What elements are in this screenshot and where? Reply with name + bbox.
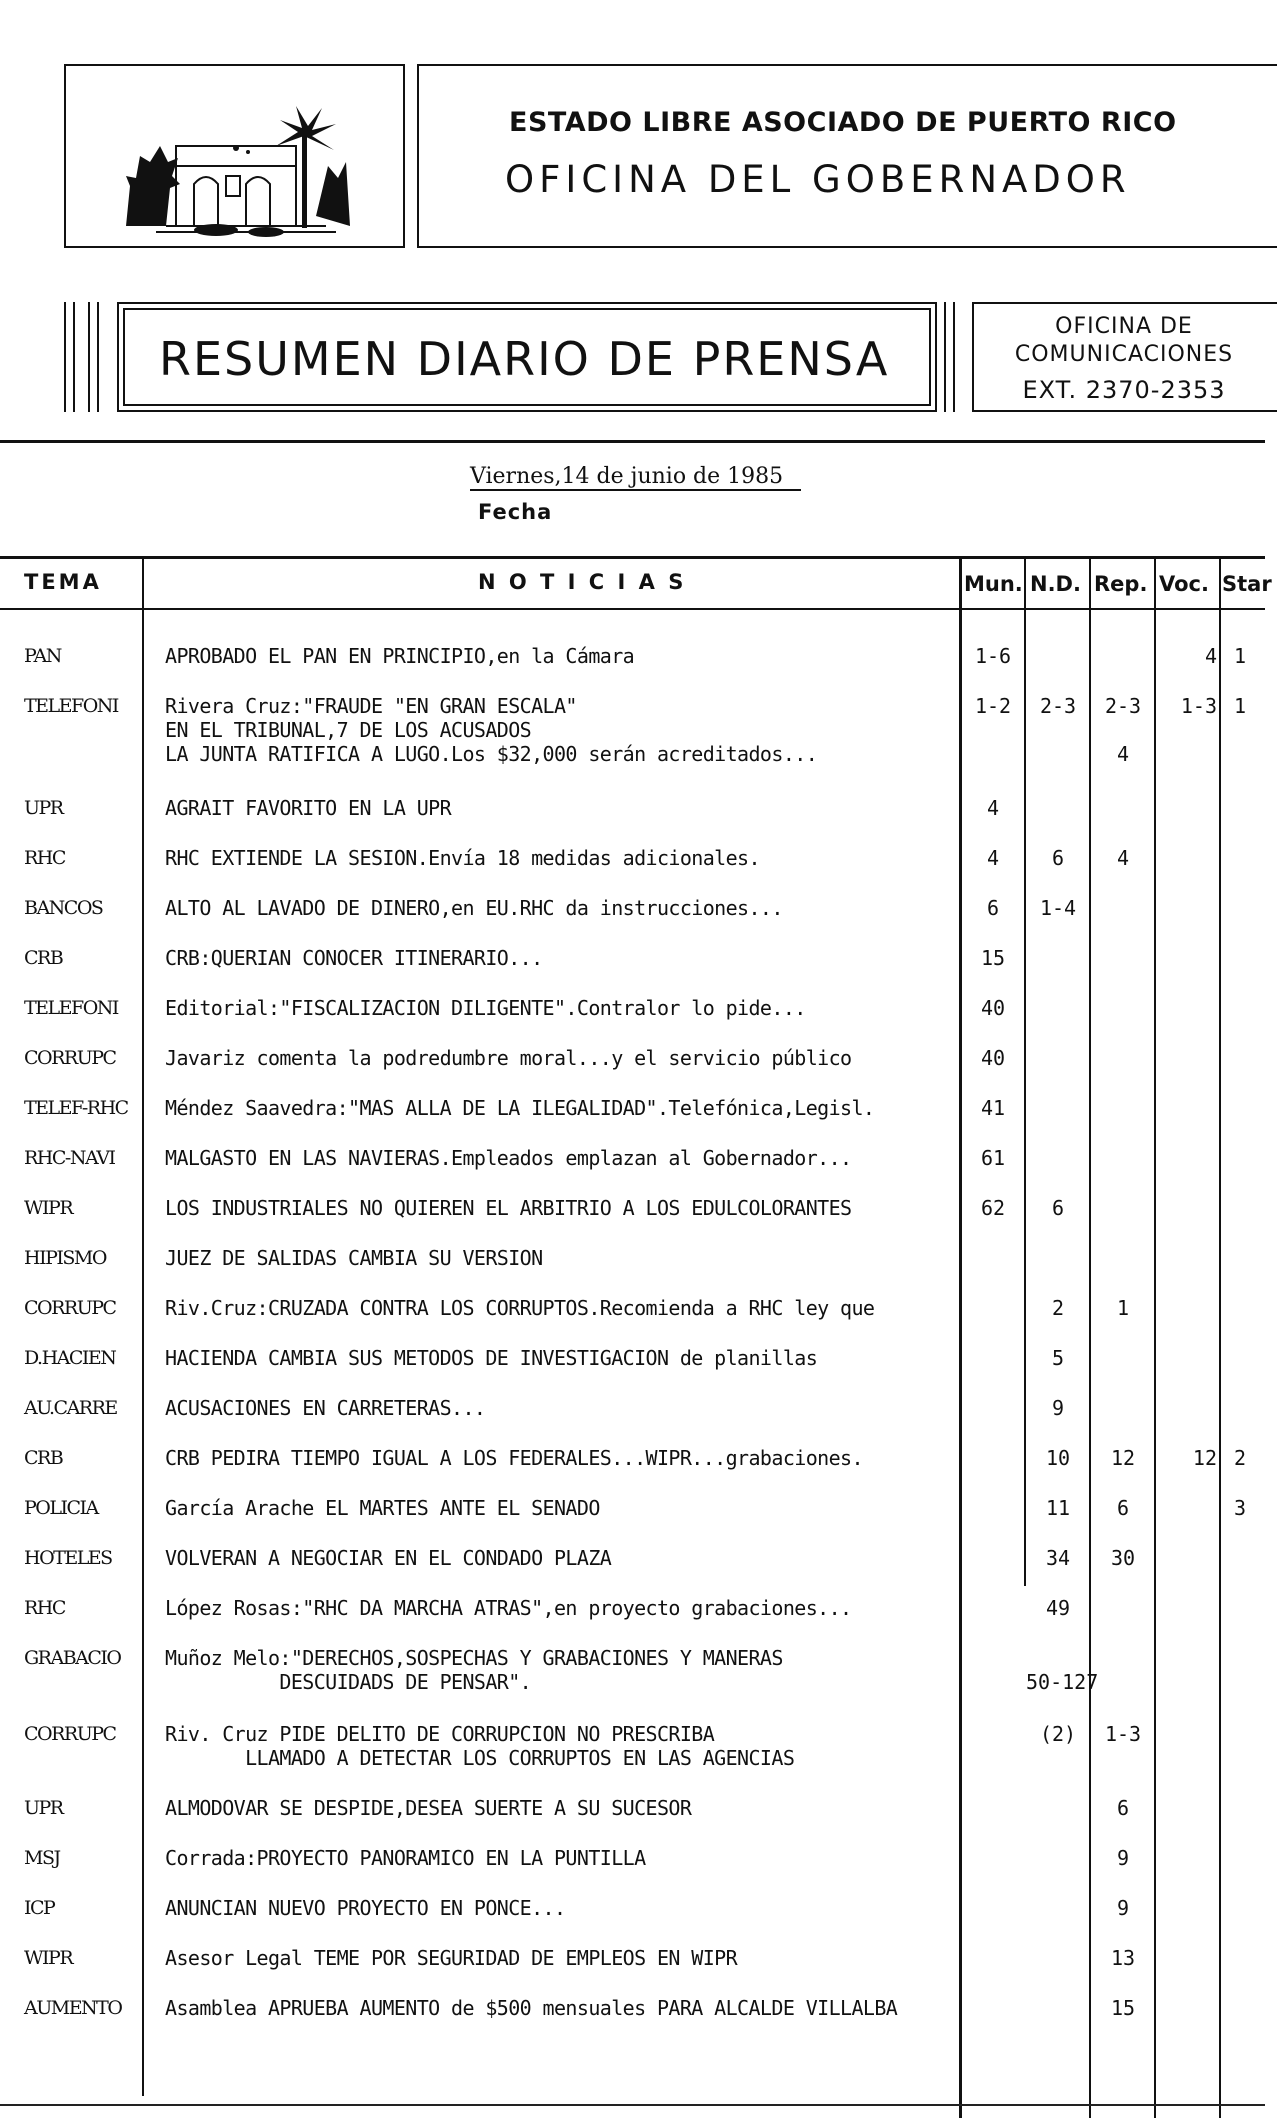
header-star: Star	[1222, 572, 1272, 596]
news-table	[0, 556, 1272, 2118]
column-divider-nd	[1089, 556, 1091, 2118]
row-rep: 9	[1116, 1846, 1130, 1870]
row-tema: CRB	[24, 947, 63, 969]
row-tema: CORRUPC	[24, 1297, 116, 1319]
row-news: Rivera Cruz:"FRAUDE "EN GRAN ESCALA" EN EL TRIBUNAL,7 DE LOS ACUSADOS	[165, 694, 577, 742]
row-tema: AUMENTO	[24, 1997, 122, 2019]
row-nd: 2-3	[1039, 694, 1077, 718]
row-nd: 49	[1045, 1596, 1071, 1620]
row-tema: TELEF-RHC	[24, 1097, 128, 1119]
row-news: Méndez Saavedra:"MAS ALLA DE LA ILEGALIDAD".Telefónica,Legisl.	[165, 1096, 875, 1120]
row-rep: 1-3	[1104, 1722, 1142, 1746]
row-tema: CORRUPC	[24, 1047, 116, 1069]
office-name: OFICINA DEL GOBERNADOR	[505, 158, 1131, 201]
row-news: Asamblea APRUEBA AUMENTO de $500 mensuales PARA ALCALDE VILLALBA	[165, 1996, 898, 2020]
row-news: Javariz comenta la podredumbre moral...y el servicio público	[165, 1046, 852, 1070]
row-mun: 1-6	[974, 644, 1012, 668]
row-rep: 6	[1116, 1796, 1130, 1820]
row-news: VOLVERAN A NEGOCIAR EN EL CONDADO PLAZA	[165, 1546, 612, 1570]
row-tema: HIPISMO	[24, 1247, 106, 1269]
row-nd: (2)	[1039, 1722, 1077, 1746]
row-news: ALTO AL LAVADO DE DINERO,en EU.RHC da instrucciones...	[165, 896, 783, 920]
row-nd: 10	[1045, 1446, 1071, 1470]
row-news: García Arache EL MARTES ANTE EL SENADO	[165, 1496, 600, 1520]
row-nd: 6	[1051, 846, 1065, 870]
row-nd: 9	[1051, 1396, 1065, 1420]
row-nd: 1-4	[1039, 896, 1077, 920]
row-star: 1	[1233, 694, 1247, 718]
row-news: AGRAIT FAVORITO EN LA UPR	[165, 796, 452, 820]
row-rep: 13	[1110, 1946, 1136, 1970]
row-star: 1	[1233, 644, 1247, 668]
row-news: MALGASTO EN LAS NAVIERAS.Empleados emplazan al Gobernador...	[165, 1146, 852, 1170]
date-value: Viernes,14 de junio de 1985	[470, 464, 801, 491]
row-nd: 11	[1045, 1496, 1071, 1520]
row-news: HACIENDA CAMBIA SUS METODOS DE INVESTIGACION de planillas	[165, 1346, 818, 1370]
row-tema: UPR	[24, 1797, 63, 1819]
row-tema: AU.CARRE	[24, 1397, 117, 1419]
row-rep: 4	[1116, 846, 1130, 870]
communications-line-2: COMUNICACIONES	[1014, 342, 1234, 367]
row-news: Riv.Cruz:CRUZADA CONTRA LOS CORRUPTOS.Recomienda a RHC ley que	[165, 1296, 875, 1320]
row-mun: 6	[986, 896, 1000, 920]
row-rep: 1	[1116, 1296, 1130, 1320]
column-divider-noticias	[959, 556, 962, 2118]
row-news: Riv. Cruz PIDE DELITO DE CORRUPCION NO PRESCRIBA LLAMADO A DETECTAR LOS CORRUPTOS EN LAS AGENCIAS	[165, 1722, 795, 1770]
row-tema: CRB	[24, 1447, 63, 1469]
row-tema: RHC	[24, 847, 65, 869]
row-news: CRB PEDIRA TIEMPO IGUAL A LOS FEDERALES...WIPR...grabaciones.	[165, 1446, 863, 1470]
row-rep: 12	[1110, 1446, 1136, 1470]
row-mun: 15	[980, 946, 1006, 970]
row-tema: UPR	[24, 797, 63, 819]
row-mun: 4	[986, 846, 1000, 870]
row-voc: 12	[1192, 1446, 1217, 1470]
row-rep: 9	[1116, 1896, 1130, 1920]
row-tema: TELEFONI	[24, 997, 118, 1019]
banner-frame	[117, 302, 937, 412]
row-rep: 30	[1110, 1546, 1136, 1570]
state-name: ESTADO LIBRE ASOCIADO DE PUERTO RICO	[509, 107, 1177, 138]
row-rep: 15	[1110, 1996, 1136, 2020]
row-news: Muñoz Melo:"DERECHOS,SOSPECHAS Y GRABACIONES Y MANERAS DESCUIDADS DE PENSAR".	[165, 1646, 783, 1694]
row-mun: 40	[980, 1046, 1006, 1070]
logo-frame	[64, 64, 405, 248]
row-tema: HOTELES	[24, 1547, 112, 1569]
header-noticias: N O T I C I A S	[478, 570, 687, 594]
header-divider	[0, 440, 1265, 443]
row-news: RHC EXTIENDE LA SESION.Envía 18 medidas adicionales.	[165, 846, 760, 870]
row-star: 2	[1233, 1446, 1247, 1470]
row-news: LOS INDUSTRIALES NO QUIEREN EL ARBITRIO A LOS EDULCOLORANTES	[165, 1196, 852, 1220]
row-nd: 5	[1051, 1346, 1065, 1370]
row-mun: 61	[980, 1146, 1006, 1170]
row-tema: CORRUPC	[24, 1723, 116, 1745]
row-news: ANUNCIAN NUEVO PROYECTO EN PONCE...	[165, 1896, 566, 1920]
header-nd: N.D.	[1030, 572, 1081, 596]
row-tema: D.HACIEN	[24, 1347, 116, 1369]
row-news: Asesor Legal TEME POR SEGURIDAD DE EMPLEOS EN WIPR	[165, 1946, 738, 1970]
document-title: RESUMEN DIARIO DE PRENSA	[159, 332, 890, 386]
row-news: CRB:QUERIAN CONOCER ITINERARIO...	[165, 946, 543, 970]
governor-mansion-drawing	[66, 66, 403, 246]
row-rep: 6	[1116, 1496, 1130, 1520]
row-tema: PAN	[24, 645, 61, 667]
row-tema: TELEFONI	[24, 695, 118, 717]
row-tema: BANCOS	[24, 897, 103, 919]
row-mun: 40	[980, 996, 1006, 1020]
communications-line-1: OFICINA DE	[1055, 314, 1193, 339]
row-voc: 4	[1204, 644, 1217, 668]
row-news: Editorial:"FISCALIZACION DILIGENTE".Contralor lo pide...	[165, 996, 806, 1020]
table-header-rule	[0, 608, 1265, 610]
row-nd: 50-127	[1026, 1670, 1099, 1694]
column-divider-rep	[1154, 556, 1156, 2118]
banner-bars-right	[944, 302, 970, 412]
row-news: JUEZ DE SALIDAS CAMBIA SU VERSION	[165, 1246, 543, 1270]
row-tema: MSJ	[24, 1847, 60, 1869]
header-voc: Voc.	[1159, 572, 1209, 596]
row-mun: 4	[986, 796, 1000, 820]
row-voc: 1-3	[1180, 694, 1217, 718]
table-top-rule	[0, 556, 1265, 559]
row-nd: 34	[1045, 1546, 1071, 1570]
row-news: López Rosas:"RHC DA MARCHA ATRAS",en proyecto grabaciones...	[165, 1596, 852, 1620]
row-tema: POLICIA	[24, 1497, 98, 1519]
row-tema: RHC-NAVI	[24, 1147, 115, 1169]
row-news: ALMODOVAR SE DESPIDE,DESEA SUERTE A SU SUCESOR	[165, 1796, 692, 1820]
row-tema: GRABACIO	[24, 1647, 121, 1669]
row-news: ACUSACIONES EN CARRETERAS...	[165, 1396, 486, 1420]
row-mun: 1-2	[974, 694, 1012, 718]
row-mun: 41	[980, 1096, 1006, 1120]
column-divider-tema	[142, 556, 144, 2096]
column-divider-voc	[1219, 556, 1221, 2118]
row-tema: ICP	[24, 1897, 55, 1919]
communications-office-box	[972, 302, 1277, 412]
row-news: LA JUNTA RATIFICA A LUGO.Los $32,000 serán acreditados...	[165, 742, 818, 766]
row-tema: RHC	[24, 1597, 65, 1619]
row-nd: 2	[1051, 1296, 1065, 1320]
header-title-frame	[417, 64, 1277, 248]
extension-number: EXT. 2370-2353	[1022, 376, 1226, 404]
banner-bars-left	[64, 302, 110, 412]
page-bottom-rule	[0, 2104, 1265, 2106]
row-news: APROBADO EL PAN EN PRINCIPIO,en la Cámara	[165, 644, 635, 668]
row-rep: 4	[1116, 742, 1130, 766]
row-news: Corrada:PROYECTO PANORAMICO EN LA PUNTILLA	[165, 1846, 646, 1870]
date-label: Fecha	[478, 500, 553, 524]
row-mun: 62	[980, 1196, 1006, 1220]
row-tema: WIPR	[24, 1197, 73, 1219]
row-rep: 2-3	[1104, 694, 1142, 718]
row-nd: 6	[1051, 1196, 1065, 1220]
header-mun: Mun.	[964, 572, 1023, 596]
header-tema: TEMA	[24, 570, 102, 594]
row-tema: WIPR	[24, 1947, 73, 1969]
header-rep: Rep.	[1094, 572, 1148, 596]
row-star: 3	[1233, 1496, 1247, 1520]
